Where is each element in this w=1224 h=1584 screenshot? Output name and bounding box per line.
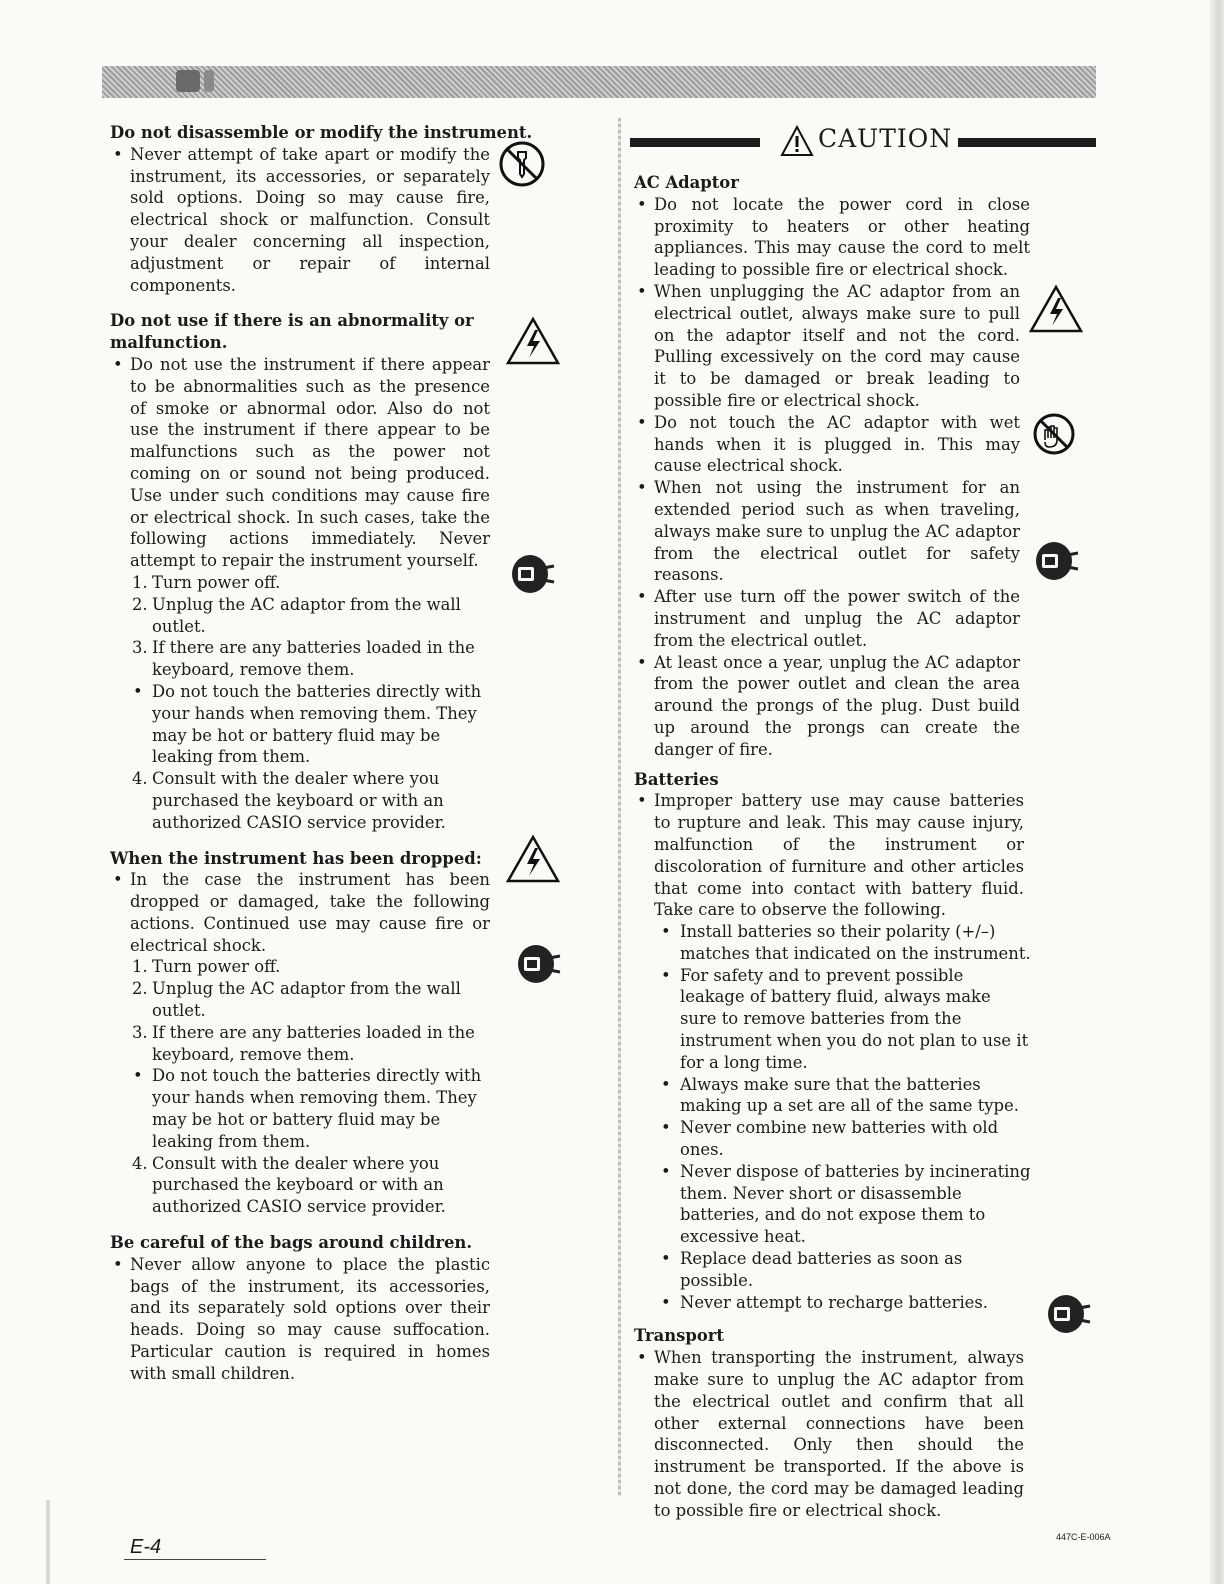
header-block: [176, 70, 200, 92]
numbered-step: 3. If there are any batteries loaded in the keyboard, remove them.: [132, 638, 475, 680]
sub-bullet: • Do not touch the batteries directly with your hands when removing them. They may be hot or battery fluid may be leaking from them.: [110, 681, 492, 768]
right-column: [634, 118, 1031, 1522]
step-text: Consult with the dealer where you purchased the keyboard or with an authorized CASIO service provider.: [152, 769, 446, 832]
section-title: Batteries: [634, 769, 719, 789]
sub-bullet: • Replace dead batteries as soon as possible.: [634, 1248, 1032, 1292]
unplug-icon: [516, 943, 562, 985]
caution-label: CAUTION: [818, 124, 953, 153]
header-block: [204, 70, 214, 92]
sub-bullet: • For safety and to prevent possible leakage of battery fluid, always make sure to remove batteries from the instrument when you do not plan to use it for a long time.: [634, 965, 1032, 1074]
bullet-paragraph: • Never allow anyone to place the plastic bags of the instrument, its accessories, and its separately sold options over their heads. Doing so may cause suffocation. Particular caution is required in homes with small children.: [110, 1254, 490, 1385]
sub-bullet: • Never combine new batteries with old ones.: [634, 1117, 1032, 1161]
bullet-paragraph: • After use turn off the power switch of the instrument and unplug the AC adaptor from the electrical outlet.: [634, 586, 1020, 651]
sub-bullet: • Never dispose of batteries by incinerating them. Never short or disassemble batteries, and do not expose them to excessive heat.: [634, 1161, 1032, 1248]
sub-bullet: • Always make sure that the batteries making up a set are all of the same type.: [634, 1074, 1032, 1118]
step-text: Unplug the AC adaptor from the wall outlet.: [152, 594, 461, 636]
bullet-paragraph: • At least once a year, unplug the AC adaptor from the power outlet and clean the area around the prongs of the plug. Dust build up around the prongs can create the danger of fire.: [634, 652, 1020, 761]
bullet-paragraph: • When not using the instrument for an extended period such as when traveling, always make sure to unplug the AC adaptor from the electrical outlet for safety reasons.: [634, 477, 1020, 586]
step-text: If there are any batteries loaded in the keyboard, remove them.: [152, 1022, 475, 1064]
unplug-icon: [510, 553, 556, 595]
step-text: Unplug the AC adaptor from the wall outlet.: [152, 979, 461, 1021]
caution-rule: [630, 138, 760, 147]
bullet-paragraph: • Do not use the instrument if there appear to be abnormalities such as the presence of smoke or abnormal odor. Also do not use the instrument if there appear to be malfunctions such as the power not coming on or sound not being produced. Use under such conditions may cause fire or electrical shock. In such cases, take the following actions immediately. Never attempt to repair the instrument yourself.: [110, 354, 490, 572]
bullet-paragraph: • Do not locate the power cord in close proximity to heaters or other heating appliances. This may cause the cord to melt leading to possible fire or electrical shock.: [634, 194, 1030, 281]
caution-rule: [958, 138, 1096, 147]
left-column: [110, 118, 560, 1385]
scan-edge-left: [46, 1500, 50, 1584]
step-text: Turn power off.: [152, 572, 281, 592]
page-number-rule: [124, 1559, 266, 1560]
bullet-paragraph: • Improper battery use may cause batteries to rupture and leak. This may cause injury, malfunction of the instrument or discoloration of furniture and other articles that come into contact with battery fluid. Take care to observe the following.: [634, 790, 1024, 921]
no-wet-hands-icon: [1032, 412, 1076, 456]
no-disassemble-icon: [498, 140, 546, 188]
scan-edge-right: [1210, 0, 1224, 1584]
section-title: Do not disassemble or modify the instrument.: [110, 123, 533, 142]
step-text: Consult with the dealer where you purchased the keyboard or with an authorized CASIO service provider.: [152, 1153, 446, 1217]
section-title: Be careful of the bags around children.: [110, 1233, 473, 1253]
numbered-step: 4. Consult with the dealer where you purchased the keyboard or with an authorized CASIO service provider.: [132, 769, 446, 832]
header-bar: [102, 66, 1096, 98]
electric-shock-warning-icon: [505, 834, 561, 884]
document-code: 447C-E-006A: [1056, 1532, 1111, 1542]
step-text: Turn power off.: [152, 957, 281, 977]
sub-bullet: • Install batteries so their polarity (+/–) matches that indicated on the instrument.: [634, 921, 1032, 965]
caution-triangle-icon: [780, 125, 814, 157]
unplug-icon: [1034, 540, 1080, 582]
numbered-step: 2. Unplug the AC adaptor from the wall outlet.: [132, 594, 461, 636]
column-divider: [618, 118, 621, 1496]
bullet-paragraph: • In the case the instrument has been dropped or damaged, take the following actions. Continued use may cause fire or electrical shock.: [110, 869, 490, 956]
bullet-paragraph: • When unplugging the AC adaptor from an electrical outlet, always make sure to pull on the adaptor itself and not the cord. Pulling excessively on the cord may cause it to be damaged or break leading to possible fire or electrical shock.: [634, 281, 1020, 412]
electric-shock-warning-icon: [1028, 284, 1084, 334]
caution-banner: [630, 124, 1100, 164]
numbered-step: 3. If there are any batteries loaded in the keyboard, remove them.: [132, 1022, 475, 1064]
bullet-paragraph: • When transporting the instrument, always make sure to unplug the AC adaptor from the electrical outlet and confirm that all other external connections have been disconnected. Only then should the instrument be transported. If the above is not done, the cord may be damaged leading to possible fire or electrical shock.: [634, 1347, 1024, 1521]
bullet-paragraph: • Never attempt of take apart or modify the instrument, its accessories, or separately sold options. Doing so may cause fire, electrical shock or malfunction. Consult your dealer concerning all inspection, adjustment or repair of internal components.: [110, 144, 490, 297]
electric-shock-warning-icon: [505, 316, 561, 366]
numbered-step: 4. Consult with the dealer where you purchased the keyboard or with an authorized CASIO service provider.: [132, 1153, 446, 1217]
section-title: Transport: [634, 1326, 725, 1346]
section-title: Do not use if there is an abnormality or malfunction.: [110, 311, 474, 353]
sub-bullet: • Never attempt to recharge batteries.: [634, 1292, 1032, 1314]
step-text: If there are any batteries loaded in the keyboard, remove them.: [152, 638, 475, 680]
sub-bullet: • Do not touch the batteries directly with your hands when removing them. They may be hot or battery fluid may be leaking from them.: [110, 1065, 492, 1152]
bullet-paragraph: • Do not touch the AC adaptor with wet hands when it is plugged in. This may cause electrical shock.: [634, 412, 1020, 477]
section-title: AC Adaptor: [634, 173, 739, 192]
numbered-step: 2. Unplug the AC adaptor from the wall outlet.: [132, 979, 461, 1021]
numbered-step: 1. Turn power off.: [132, 572, 281, 592]
section-title: When the instrument has been dropped:: [110, 848, 482, 868]
numbered-step: 1. Turn power off.: [132, 957, 281, 977]
page-number: E-4: [130, 1536, 162, 1558]
unplug-icon: [1046, 1293, 1092, 1335]
